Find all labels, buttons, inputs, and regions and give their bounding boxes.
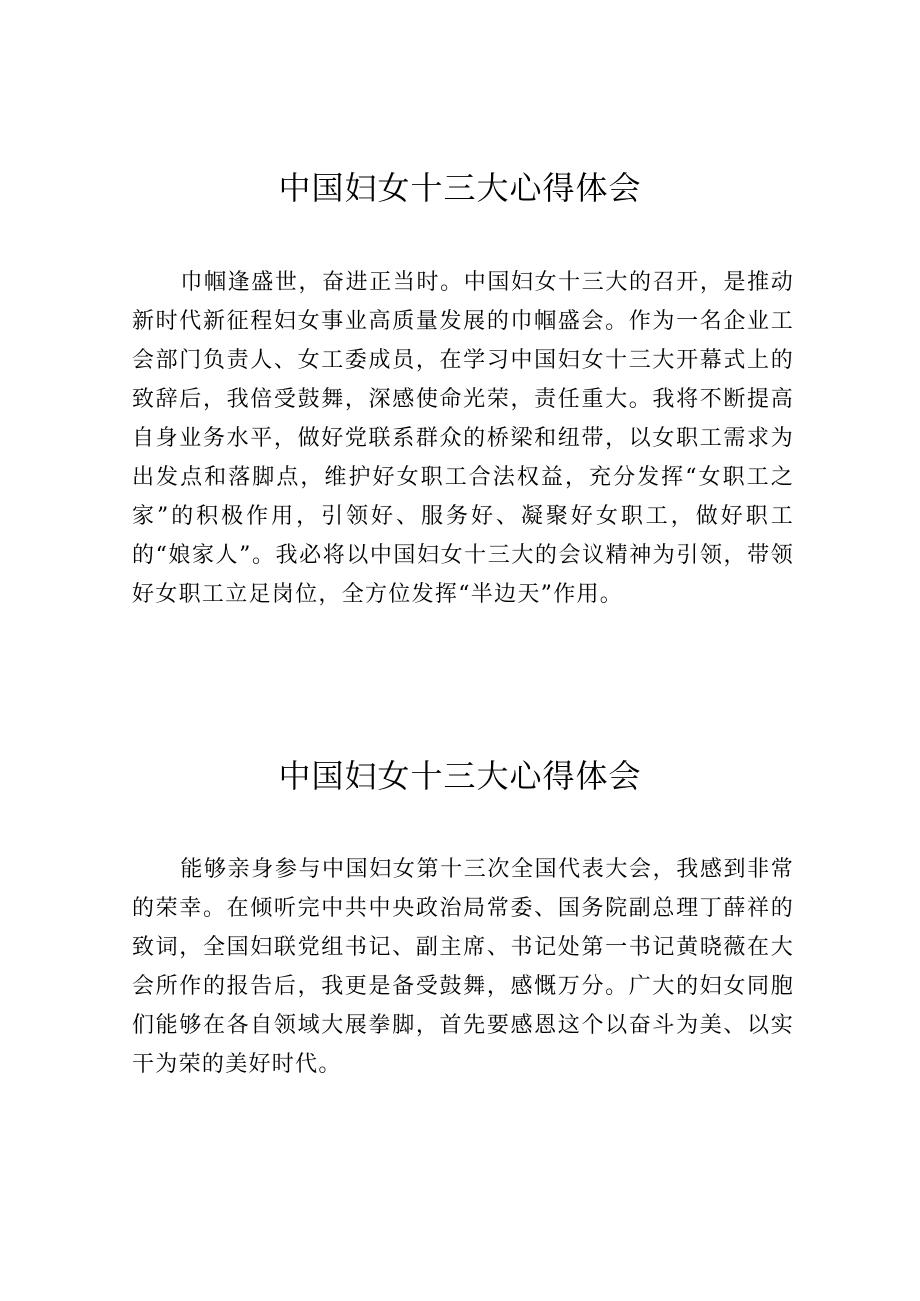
section-title-1: 中国妇女十三大心得体会 (278, 169, 642, 207)
section-paragraph-2: 能够亲身参与中国妇女第十三次全国代表大会，我感到非常的荣幸。在倾听完中共中央政治局常委、国务院副总理丁薛祥的致词，全国妇联党组书记、副主席、书记处第一书记黄晓薇在大会所作的报告后，我更是备受鼓舞，感慨万分。广大的妇女同胞们能够在各自领域大展拳脚，首先要感恩这个以奋斗为美、以实干为荣的美好时代。 (132, 857, 794, 1077)
section-paragraph-1: 巾帼逢盛世，奋进正当时。中国妇女十三大的召开，是推动新时代新征程妇女事业高质量发展的巾帼盛会。作为一名企业工会部门负责人、女工委成员，在学习中国妇女十三大开幕式上的致辞后，我倍受鼓舞，深感使命光荣，责任重大。我将不断提高自身业务水平，做好党联系群众的桥梁和纽带，以女职工需求为出发点和落脚点，维护好女职工合法权益，充分发挥“女职工之家”的积极作用，引领好、服务好、凝聚好女职工，做好职工的“娘家人”。我必将以中国妇女十三大的会议精神为引领，带领好女职工立足岗位，全方位发挥“半边天”作用。 (132, 270, 794, 607)
section-title-2: 中国妇女十三大心得体会 (278, 757, 642, 795)
